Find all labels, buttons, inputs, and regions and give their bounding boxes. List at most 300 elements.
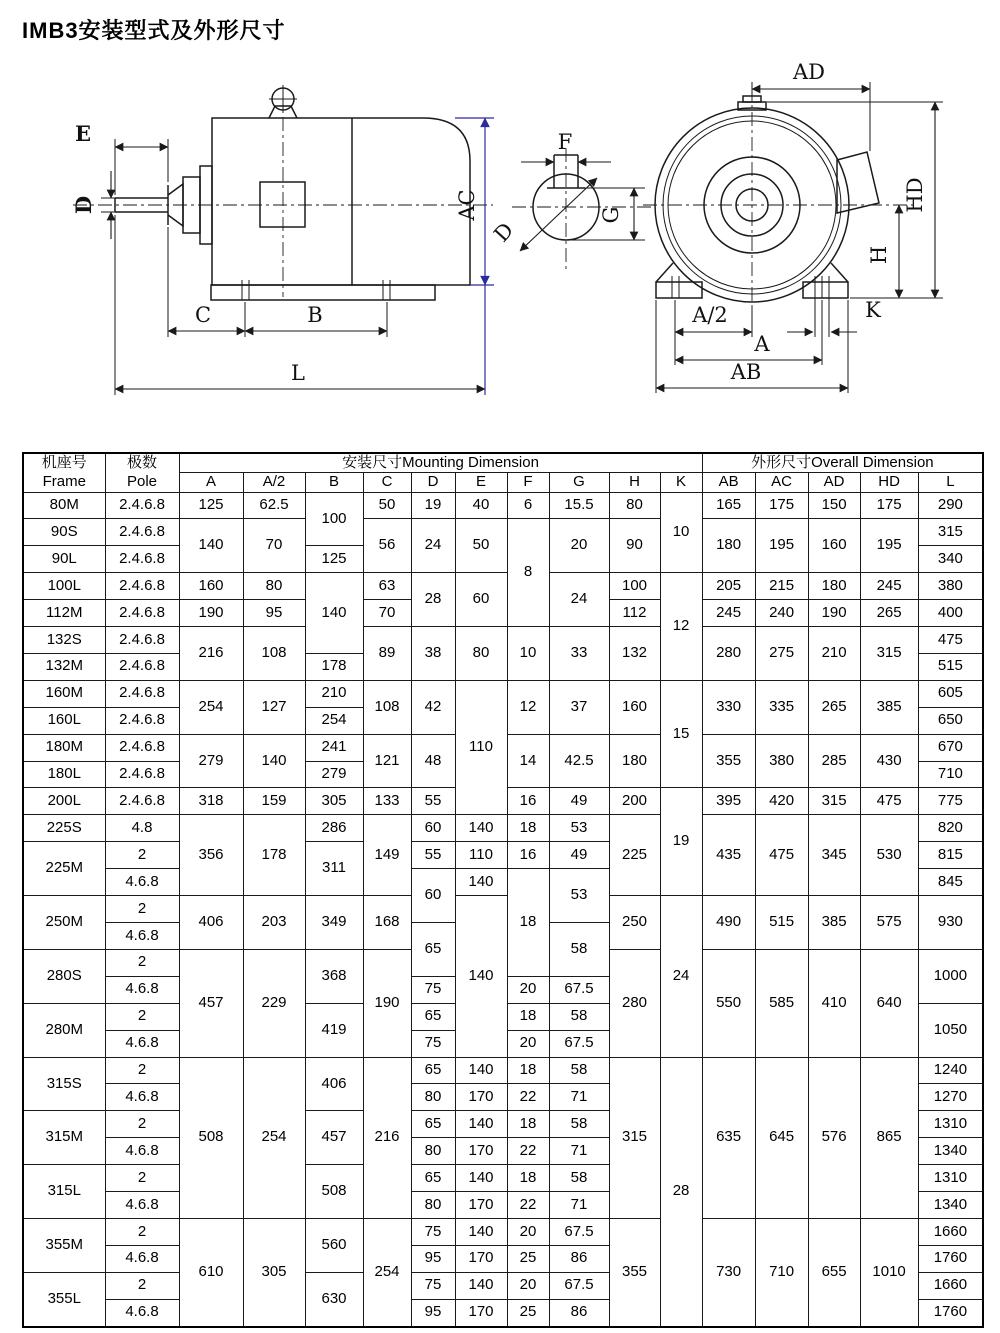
dimension-cell: 65 [411, 1057, 455, 1084]
dimension-cell: 670 [918, 734, 983, 761]
dimension-cell: 8 [507, 519, 549, 627]
col-header-l: L [918, 473, 983, 492]
dimension-cell: 6 [507, 492, 549, 519]
table-row [23, 1218, 983, 1245]
dimension-cell: 149 [363, 815, 411, 896]
dim-label-A2: A/2 [692, 303, 728, 327]
dimension-cell: 550 [702, 949, 755, 1057]
dimension-cell: 95 [411, 1299, 455, 1327]
dimension-cell: 22 [507, 1138, 549, 1165]
dimension-cell: 10 [660, 492, 702, 573]
col-header-h: H [609, 473, 660, 492]
dimension-cell: 4.6.8 [105, 1299, 179, 1327]
dimension-cell: 132 [609, 627, 660, 681]
dimension-cell: 140 [455, 815, 507, 842]
dimension-cell: 406 [179, 896, 243, 950]
dimension-cell: 225M [23, 842, 105, 896]
dimension-cell: 170 [455, 1192, 507, 1219]
dimension-cell: 89 [363, 627, 411, 681]
dimension-cell: 28 [660, 1057, 702, 1327]
dimension-cell: 285 [808, 734, 860, 788]
dimension-cell: 775 [918, 788, 983, 815]
dimension-cell: 67.5 [549, 1218, 609, 1245]
dimension-cell: 65 [411, 1111, 455, 1138]
dimension-cell: 65 [411, 1003, 455, 1030]
dimension-cell: 133 [363, 788, 411, 815]
dimension-cell: 2.4.6.8 [105, 761, 179, 788]
dimension-cell: 1660 [918, 1272, 983, 1299]
dimension-cell: 65 [411, 1165, 455, 1192]
dimension-table [22, 452, 984, 1328]
dimension-cell: 355 [702, 734, 755, 788]
dimension-cell: 2 [105, 1272, 179, 1299]
dimension-cell: 18 [507, 869, 549, 977]
motor-dimension-drawing [15, 55, 985, 447]
dimension-cell: 200L [23, 788, 105, 815]
dimension-cell: 216 [179, 627, 243, 681]
table-row [23, 573, 983, 600]
dim-label-G: G [599, 206, 623, 224]
dimension-cell: 2.4.6.8 [105, 680, 179, 707]
dimension-cell: 24 [411, 519, 455, 573]
dimension-cell: 650 [918, 707, 983, 734]
dimension-cell: 140 [455, 1272, 507, 1299]
dimension-cell: 254 [243, 1057, 305, 1218]
dimension-cell: 1050 [918, 1003, 983, 1057]
dimension-cell: 430 [860, 734, 918, 788]
col-header-hd: HD [860, 473, 918, 492]
dimension-cell: 2 [105, 896, 179, 923]
dimension-cell: 710 [918, 761, 983, 788]
dimension-cell: 19 [411, 492, 455, 519]
dimension-cell: 305 [243, 1218, 305, 1326]
col-header-e: E [455, 473, 507, 492]
dimension-cell: 1240 [918, 1057, 983, 1084]
dimension-cell: 315L [23, 1165, 105, 1219]
dimension-cell: 315 [918, 519, 983, 546]
dimension-cell: 24 [660, 896, 702, 1057]
table-row [23, 680, 983, 707]
dimension-cell: 80M [23, 492, 105, 519]
dimension-cell: 80 [243, 573, 305, 600]
dim-label-HD: HD [903, 177, 927, 213]
dimension-cell: 140 [305, 573, 363, 654]
dimension-cell: 1760 [918, 1299, 983, 1327]
dimension-cell: 279 [305, 761, 363, 788]
dimension-cell: 190 [363, 949, 411, 1057]
dimension-cell: 125 [305, 546, 363, 573]
dimension-cell: 86 [549, 1299, 609, 1327]
dimension-cell: 930 [918, 896, 983, 950]
dimension-cell: 345 [808, 815, 860, 896]
dim-label-K: K [865, 298, 881, 322]
dimension-cell: 2 [105, 842, 179, 869]
dimension-cell: 37 [549, 680, 609, 734]
dimension-cell: 820 [918, 815, 983, 842]
dimension-cell: 38 [411, 627, 455, 681]
dimension-cell: 18 [507, 1057, 549, 1084]
dimension-cell: 10 [507, 627, 549, 681]
dimension-cell: 170 [455, 1299, 507, 1327]
dimension-cell: 380 [918, 573, 983, 600]
dimension-cell: 112M [23, 600, 105, 627]
dimension-cell: 108 [363, 680, 411, 734]
overall-dimension-header: 外形尺寸Overall Dimension [702, 453, 983, 473]
col-header-d: D [411, 473, 455, 492]
dimension-cell: 16 [507, 788, 549, 815]
dimension-cell: 14 [507, 734, 549, 788]
dimension-cell: 180M [23, 734, 105, 761]
dimension-cell: 100L [23, 573, 105, 600]
dimension-cell: 25 [507, 1299, 549, 1327]
col-header-ad: AD [808, 473, 860, 492]
col-header-a-2: A/2 [243, 473, 305, 492]
dimension-cell: 71 [549, 1084, 609, 1111]
dimension-cell: 168 [363, 896, 411, 950]
dimension-cell: 19 [660, 788, 702, 896]
dim-label-C: C [194, 303, 212, 327]
dimension-cell: 175 [860, 492, 918, 519]
dimension-cell: 25 [507, 1245, 549, 1272]
dimension-cell: 280M [23, 1003, 105, 1057]
dimension-cell: 20 [507, 1030, 549, 1057]
dimension-cell: 286 [305, 815, 363, 842]
dimension-cell: 2.4.6.8 [105, 627, 179, 654]
dimension-cell: 655 [808, 1218, 860, 1326]
dimension-cell: 280 [609, 949, 660, 1057]
dim-label-AD: AD [792, 60, 826, 84]
dimension-cell: 575 [860, 896, 918, 950]
col-header-f: F [507, 473, 549, 492]
dimension-cell: 395 [702, 788, 755, 815]
dimension-cell: 315M [23, 1111, 105, 1165]
dimension-cell: 2.4.6.8 [105, 600, 179, 627]
dimension-cell: 254 [305, 707, 363, 734]
dimension-cell: 279 [179, 734, 243, 788]
dimension-cell: 4.6.8 [105, 976, 179, 1003]
dimension-cell: 33 [549, 627, 609, 681]
dimension-cell: 170 [455, 1245, 507, 1272]
dimension-cell: 24 [549, 573, 609, 627]
dimension-cell: 12 [507, 680, 549, 734]
dimension-cell: 75 [411, 1030, 455, 1057]
dimension-cell: 110 [455, 842, 507, 869]
dimension-cell: 254 [179, 680, 243, 734]
dimension-cell: 385 [860, 680, 918, 734]
dimension-cell: 2.4.6.8 [105, 492, 179, 519]
dimension-cell: 15 [660, 680, 702, 788]
dim-label-D-section: D [489, 218, 519, 247]
dimension-cell: 67.5 [549, 1272, 609, 1299]
front-view [643, 60, 943, 393]
dimension-cell: 140 [455, 1165, 507, 1192]
dimension-cell: 245 [860, 573, 918, 600]
dimension-cell: 280S [23, 949, 105, 1003]
dimension-cell: 406 [305, 1057, 363, 1111]
dimension-cell: 475 [860, 788, 918, 815]
dimension-cell: 180 [702, 519, 755, 573]
dimension-cell: 71 [549, 1192, 609, 1219]
dimension-cell: 2 [105, 1003, 179, 1030]
table-row [23, 1057, 983, 1084]
dimension-cell: 355 [609, 1218, 660, 1326]
dimension-cell: 20 [507, 1272, 549, 1299]
dimension-table-container [22, 452, 984, 1328]
dimension-cell: 58 [549, 923, 609, 977]
dim-label-B: B [307, 303, 323, 327]
dimension-cell: 2 [105, 949, 179, 976]
dimension-cell: 1310 [918, 1165, 983, 1192]
dimension-cell: 410 [808, 949, 860, 1057]
dimension-cell: 80 [609, 492, 660, 519]
dimension-cell: 1660 [918, 1218, 983, 1245]
dimension-cell: 265 [808, 680, 860, 734]
dimension-cell: 4.6.8 [105, 1084, 179, 1111]
dimension-cell: 318 [179, 788, 243, 815]
dimension-cell: 125 [179, 492, 243, 519]
dimension-cell: 18 [507, 1165, 549, 1192]
table-row [23, 627, 983, 654]
dimension-cell: 18 [507, 1111, 549, 1138]
table-row [23, 492, 983, 519]
dimension-cell: 508 [179, 1057, 243, 1218]
dimension-cell: 67.5 [549, 1030, 609, 1057]
dimension-cell: 75 [411, 976, 455, 1003]
dimension-cell: 245 [702, 600, 755, 627]
table-row [23, 815, 983, 842]
dimension-cell: 515 [918, 653, 983, 680]
dimension-cell: 140 [243, 734, 305, 788]
dimension-cell: 2.4.6.8 [105, 707, 179, 734]
dimension-cell: 180L [23, 761, 105, 788]
dimension-cell: 335 [755, 680, 808, 734]
dimension-cell: 2 [105, 1057, 179, 1084]
dimension-cell: 58 [549, 1111, 609, 1138]
dimension-cell: 2.4.6.8 [105, 653, 179, 680]
dimension-cell: 160L [23, 707, 105, 734]
dimension-cell: 15.5 [549, 492, 609, 519]
dimension-cell: 420 [755, 788, 808, 815]
dimension-cell: 195 [860, 519, 918, 573]
dimension-cell: 60 [411, 815, 455, 842]
dimension-cell: 95 [243, 600, 305, 627]
dimension-cell: 63 [363, 573, 411, 600]
side-view [71, 85, 494, 395]
dimension-cell: 90L [23, 546, 105, 573]
dimension-table-body [23, 492, 983, 1327]
dimension-cell: 2.4.6.8 [105, 519, 179, 546]
dimension-cell: 170 [455, 1084, 507, 1111]
dimension-cell: 340 [918, 546, 983, 573]
col-header-c: C [363, 473, 411, 492]
dimension-cell: 356 [179, 815, 243, 896]
dimension-cell: 225S [23, 815, 105, 842]
dimension-cell: 80 [411, 1192, 455, 1219]
dimension-cell: 315 [860, 627, 918, 681]
dimension-cell: 508 [305, 1165, 363, 1219]
table-header [23, 453, 983, 492]
dimension-cell: 80 [455, 627, 507, 681]
dimension-cell: 42 [411, 680, 455, 734]
dimension-cell: 110 [455, 680, 507, 815]
dimension-cell: 178 [305, 653, 363, 680]
dimension-cell: 2.4.6.8 [105, 788, 179, 815]
dim-label-A: A [754, 332, 770, 356]
dimension-cell: 175 [755, 492, 808, 519]
dimension-cell: 53 [549, 869, 609, 923]
dimension-cell: 1310 [918, 1111, 983, 1138]
dimension-cell: 58 [549, 1165, 609, 1192]
dimension-cell: 140 [455, 869, 507, 896]
dimension-cell: 645 [755, 1057, 808, 1218]
dimension-cell: 845 [918, 869, 983, 896]
dimension-cell: 265 [860, 600, 918, 627]
page-title: IMB3安装型式及外形尺寸 [22, 18, 286, 43]
dimension-cell: 4.6.8 [105, 1138, 179, 1165]
dimension-cell: 67.5 [549, 976, 609, 1003]
dimension-cell: 2 [105, 1111, 179, 1138]
dimension-cell: 108 [243, 627, 305, 681]
dimension-cell: 55 [411, 842, 455, 869]
dimension-cell: 58 [549, 1057, 609, 1084]
dimension-cell: 75 [411, 1218, 455, 1245]
dimension-cell: 610 [179, 1218, 243, 1326]
dimension-cell: 576 [808, 1057, 860, 1218]
dimension-cell: 490 [702, 896, 755, 950]
dimension-cell: 605 [918, 680, 983, 707]
dimension-cell: 205 [702, 573, 755, 600]
dimension-cell: 330 [702, 680, 755, 734]
pole-header-en: Pole [126, 472, 158, 490]
dimension-cell: 560 [305, 1218, 363, 1272]
shaft-section-view [489, 130, 655, 273]
dimension-cell: 280 [702, 627, 755, 681]
dimension-cell: 515 [755, 896, 808, 950]
dimension-cell: 140 [455, 1111, 507, 1138]
dimension-cell: 12 [660, 573, 702, 681]
dimension-cell: 170 [455, 1138, 507, 1165]
dimension-cell: 225 [609, 815, 660, 896]
dimension-cell: 240 [755, 600, 808, 627]
dimension-cell: 315S [23, 1057, 105, 1111]
dimension-cell: 127 [243, 680, 305, 734]
dimension-cell: 203 [243, 896, 305, 950]
dimension-cell: 305 [305, 788, 363, 815]
dimension-cell: 241 [305, 734, 363, 761]
dimension-cell: 80 [411, 1138, 455, 1165]
dimension-cell: 210 [305, 680, 363, 707]
motor-feet [211, 285, 435, 300]
dimension-cell: 22 [507, 1192, 549, 1219]
dimension-cell: 140 [455, 1218, 507, 1245]
dimension-cell: 50 [455, 519, 507, 573]
col-header-k: K [660, 473, 702, 492]
dim-label-F: F [557, 130, 573, 154]
dimension-cell: 50 [363, 492, 411, 519]
dimension-cell: 4.6.8 [105, 1245, 179, 1272]
dimension-cell: 385 [808, 896, 860, 950]
dimension-cell: 380 [755, 734, 808, 788]
dimension-cell: 180 [609, 734, 660, 788]
dimension-cell: 457 [179, 949, 243, 1057]
dimension-cell: 1340 [918, 1192, 983, 1219]
dimension-cell: 90S [23, 519, 105, 546]
dim-label-AC: AC [455, 189, 479, 221]
dimension-cell: 815 [918, 842, 983, 869]
dimension-cell: 190 [808, 600, 860, 627]
dimension-cell: 2 [105, 1165, 179, 1192]
dimension-cell: 90 [609, 519, 660, 573]
dimension-cell: 56 [363, 519, 411, 573]
dim-label-H: H [867, 245, 891, 265]
dim-label-AB: AB [730, 360, 762, 384]
dimension-cell: 2.4.6.8 [105, 546, 179, 573]
dimension-cell: 290 [918, 492, 983, 519]
table-header-row-1 [23, 453, 983, 473]
dimension-cell: 132S [23, 627, 105, 654]
dimension-cell: 250 [609, 896, 660, 950]
dimension-cell: 419 [305, 1003, 363, 1057]
dimension-cell: 49 [549, 788, 609, 815]
dim-label-L: L [291, 361, 305, 385]
dimension-cell: 100 [305, 492, 363, 546]
dimension-cell: 435 [702, 815, 755, 896]
frame-header-zh: 机座号 [41, 454, 87, 471]
dimension-cell: 20 [507, 1218, 549, 1245]
dimension-cell: 71 [549, 1138, 609, 1165]
dimension-cell: 20 [507, 976, 549, 1003]
dimension-cell: 150 [808, 492, 860, 519]
dimension-cell: 55 [411, 788, 455, 815]
technical-drawing [15, 55, 985, 447]
table-row [23, 896, 983, 923]
dimension-cell: 865 [860, 1057, 918, 1218]
dimension-cell: 530 [860, 815, 918, 896]
dimension-cell: 140 [455, 1057, 507, 1084]
col-header-ac: AC [755, 473, 808, 492]
dimension-cell: 70 [243, 519, 305, 573]
dimension-cell: 2.4.6.8 [105, 573, 179, 600]
dimension-cell: 4.6.8 [105, 1192, 179, 1219]
pole-header-zh: 极数 [126, 454, 157, 471]
dimension-cell: 4.6.8 [105, 869, 179, 896]
dimension-cell: 475 [755, 815, 808, 896]
dimension-cell: 180 [808, 573, 860, 600]
right-foot [803, 282, 848, 298]
dimension-cell: 355L [23, 1272, 105, 1327]
dimension-cell: 86 [549, 1245, 609, 1272]
dimension-cell: 20 [549, 519, 609, 573]
dimension-cell: 1340 [918, 1138, 983, 1165]
col-header-g: G [549, 473, 609, 492]
dimension-cell: 1010 [860, 1218, 918, 1326]
dimension-cell: 60 [411, 869, 455, 923]
dimension-cell: 160 [609, 680, 660, 734]
dimension-cell: 160 [179, 573, 243, 600]
dimension-cell: 121 [363, 734, 411, 788]
dimension-cell: 160M [23, 680, 105, 707]
terminal-box [260, 182, 305, 227]
dimension-cell: 75 [411, 1272, 455, 1299]
dimension-cell: 160 [808, 519, 860, 573]
dimension-cell: 112 [609, 600, 660, 627]
dimension-cell: 730 [702, 1218, 755, 1326]
dimension-cell: 349 [305, 896, 363, 950]
col-header-a: A [179, 473, 243, 492]
dim-label-D: D [71, 195, 96, 215]
mounting-dimension-header: 安装尺寸Mounting Dimension [179, 453, 702, 473]
dimension-cell: 710 [755, 1218, 808, 1326]
